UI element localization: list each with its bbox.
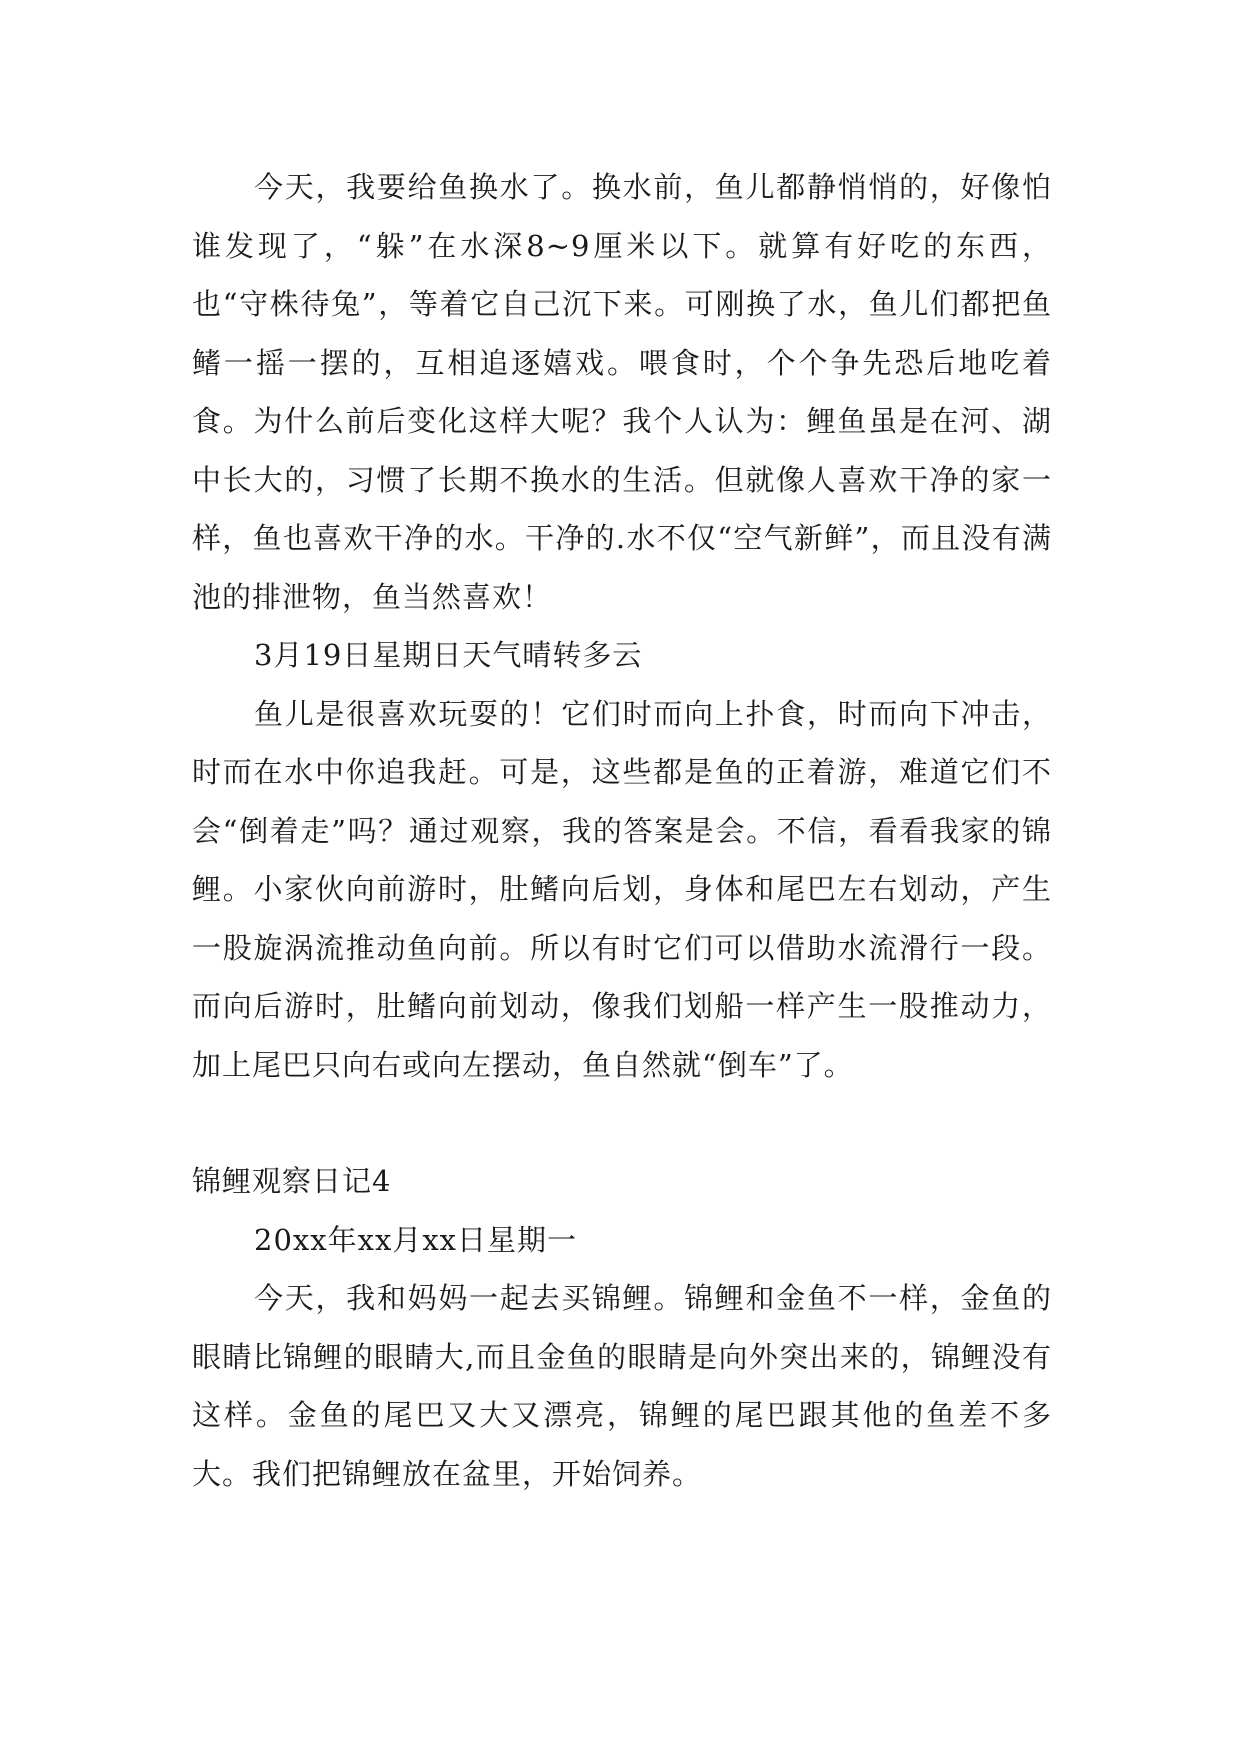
paragraph-buying-koi: 今天，我和妈妈一起去买锦鲤。锦鲤和金鱼不一样，金鱼的眼睛比锦鲤的眼睛大,而且金鱼的眼睛是向外突出来的，锦鲤没有这样。金鱼的尾巴又大又漂亮，锦鲤的尾巴跟其他的鱼差不多大。我们把锦鲤放在盆里，开始饲养。 <box>192 1281 1052 1491</box>
paragraph-fish-water-change: 今天，我要给鱼换水了。换水前，鱼儿都静悄悄的，好像怕谁发现了，“躲”在水深8~9厘米以下。就算有好吃的东西，也“守株待兔”，等着它自己沉下来。可刚换了水，鱼儿们都把鱼鳍一摇一摆的，互相追逐嬉戏。喂食时，个个争先恐后地吃着食。为什么前后变化这样大呢？我个人认为：鲤鱼虽是在河、湖中长大的，习惯了长期不换水的生活。但就像人喜欢干净的家一样，鱼也喜欢干净的水。干净的.水不仅“空气新鲜”，而且没有满池的排泄物，鱼当然喜欢！ <box>192 170 1052 614</box>
diary-date-line: 3月19日星期日天气晴转多云 <box>254 638 643 672</box>
document-body <box>192 158 1052 1503</box>
section-title: 锦鲤观察日记4 <box>192 1164 392 1198</box>
diary-date-line-2: 20xx年xx月xx日星期一 <box>254 1222 578 1257</box>
section-gap <box>192 1094 1052 1152</box>
paragraph-fish-swimming: 鱼儿是很喜欢玩耍的！它们时而向上扑食，时而向下冲击，时而在水中你追我赶。可是，这些都是鱼的正着游，难道它们不会“倒着走”吗？通过观察，我的答案是会。不信，看看我家的锦鲤。小家伙向前游时，肚鳍向后划，身体和尾巴左右划动，产生一股旋涡流推动鱼向前。所以有时它们可以借助水流滑行一段。而向后游时，肚鳍向前划动，像我们划船一样产生一股推动力，加上尾巴只向右或向左摆动，鱼自然就“倒车”了。 <box>192 696 1052 1082</box>
